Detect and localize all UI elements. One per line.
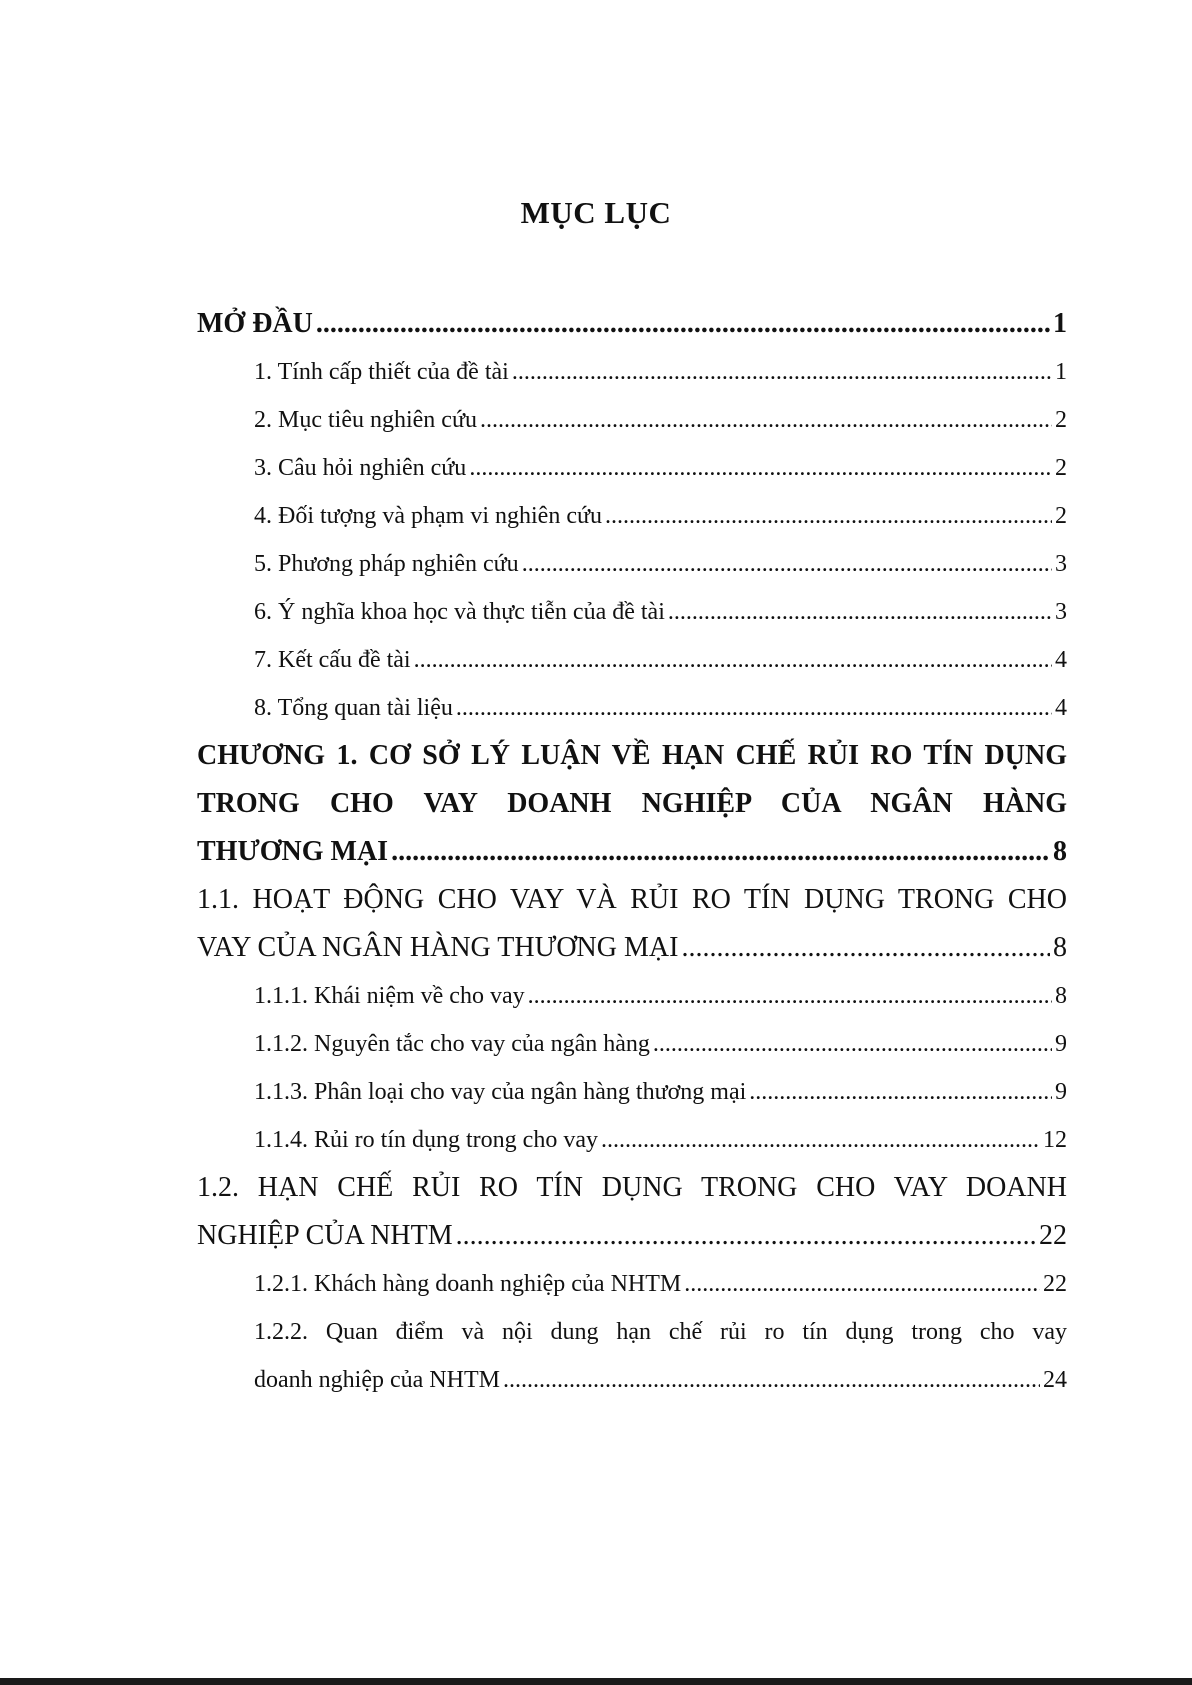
toc-page-number: 22 — [1039, 1220, 1067, 1251]
toc-page-number: 8 — [1053, 836, 1067, 867]
toc-entry[interactable] — [197, 684, 1067, 732]
toc-entry-row — [254, 444, 1067, 492]
toc-page-number: 2 — [1055, 455, 1067, 481]
toc-entry-label: 1.1.3. Phân loại cho vay của ngân hàng thương mại — [254, 1079, 747, 1105]
toc-entry[interactable] — [197, 876, 1067, 972]
toc-entry-row — [254, 972, 1067, 1020]
toc-entry-row — [254, 1068, 1067, 1116]
toc-entry-row — [254, 396, 1067, 444]
toc-entry[interactable] — [197, 300, 1067, 348]
toc-page-number: 2 — [1055, 503, 1067, 529]
toc-page-number: 2 — [1055, 407, 1067, 433]
dot-leader — [316, 300, 1050, 348]
toc-entry-label: 1. Tính cấp thiết của đề tài — [254, 359, 509, 385]
toc-entry-line: TRONG CHO VAY DOANH NGHIỆP CỦA NGÂN HÀNG — [197, 788, 1067, 819]
toc-entry-line: 1.2. HẠN CHẾ RỦI RO TÍN DỤNG TRONG CHO VAY DOANH — [197, 1172, 1067, 1203]
toc-entry-row — [197, 300, 1067, 348]
toc-entry-line: CHƯƠNG 1. CƠ SỞ LÝ LUẬN VỀ HẠN CHẾ RỦI RO TÍN DỤNG — [197, 740, 1067, 771]
toc-entry-label: 5. Phương pháp nghiên cứu — [254, 551, 519, 577]
toc-entry-label: 7. Kết cấu đề tài — [254, 647, 411, 673]
dot-leader — [668, 588, 1052, 636]
toc-page-number: 4 — [1055, 695, 1067, 721]
dot-leader — [528, 972, 1052, 1020]
toc-entry[interactable] — [197, 972, 1067, 1020]
toc-entry[interactable] — [197, 1020, 1067, 1068]
toc-entry-line: 1.2.2. Quan điểm và nội dung hạn chế rủi ro tín dụng trong cho vay — [254, 1319, 1067, 1345]
toc-page-number: 4 — [1055, 647, 1067, 673]
toc-entry-line: 1.1. HOẠT ĐỘNG CHO VAY VÀ RỦI RO TÍN DỤNG TRONG CHO — [197, 884, 1067, 915]
dot-leader — [391, 828, 1050, 876]
table-of-contents — [197, 300, 1067, 1404]
dot-leader — [480, 396, 1052, 444]
dot-leader — [512, 348, 1052, 396]
toc-entry-label: 6. Ý nghĩa khoa học và thực tiễn của đề tài — [254, 599, 665, 625]
toc-entry[interactable] — [197, 636, 1067, 684]
toc-page-number: 1 — [1053, 308, 1067, 339]
dot-leader — [522, 540, 1052, 588]
toc-entry-row — [197, 1212, 1067, 1260]
toc-entry-row — [254, 1020, 1067, 1068]
toc-entry-label: 4. Đối tượng và phạm vi nghiên cứu — [254, 503, 602, 529]
toc-page-number: 3 — [1055, 551, 1067, 577]
toc-entry-row — [254, 1356, 1067, 1404]
toc-entry-label: doanh nghiệp của NHTM — [254, 1367, 500, 1393]
toc-entry-row — [197, 828, 1067, 876]
toc-entry-label: NGHIỆP CỦA NHTM — [197, 1220, 453, 1251]
dot-leader — [681, 924, 1050, 972]
dot-leader — [601, 1116, 1040, 1164]
toc-entry-label: THƯƠNG MẠI — [197, 836, 389, 867]
toc-page-number: 8 — [1053, 932, 1067, 963]
dot-leader — [469, 444, 1052, 492]
dot-leader — [456, 684, 1052, 732]
toc-page-number: 24 — [1043, 1367, 1067, 1393]
dot-leader — [653, 1020, 1052, 1068]
toc-entry-row — [254, 348, 1067, 396]
toc-entry-row — [254, 492, 1067, 540]
toc-entry-row — [197, 924, 1067, 972]
dot-leader — [414, 636, 1052, 684]
dot-leader — [605, 492, 1052, 540]
toc-entry-row — [254, 588, 1067, 636]
dot-leader — [749, 1068, 1052, 1116]
toc-entry[interactable] — [197, 492, 1067, 540]
toc-entry[interactable] — [197, 732, 1067, 876]
toc-entry-row — [254, 540, 1067, 588]
toc-entry-label: MỞ ĐẦU — [197, 308, 313, 339]
toc-entry[interactable] — [197, 1116, 1067, 1164]
toc-entry-label: 1.1.4. Rủi ro tín dụng trong cho vay — [254, 1127, 598, 1153]
dot-leader — [684, 1260, 1040, 1308]
toc-page-number: 8 — [1055, 983, 1067, 1009]
page-bottom-rule — [0, 1678, 1192, 1685]
toc-entry[interactable] — [197, 540, 1067, 588]
toc-entry-row — [254, 684, 1067, 732]
toc-entry-row — [254, 1260, 1067, 1308]
toc-entry-label: 2. Mục tiêu nghiên cứu — [254, 407, 477, 433]
toc-page-number: 22 — [1043, 1271, 1067, 1297]
toc-entry-label: 8. Tổng quan tài liệu — [254, 695, 453, 721]
toc-entry-row — [254, 636, 1067, 684]
toc-page-number: 1 — [1055, 359, 1067, 385]
toc-entry-label: 1.1.2. Nguyên tắc cho vay của ngân hàng — [254, 1031, 650, 1057]
toc-page-number: 3 — [1055, 599, 1067, 625]
toc-entry[interactable] — [197, 348, 1067, 396]
toc-entry[interactable] — [197, 396, 1067, 444]
toc-entry[interactable] — [197, 588, 1067, 636]
toc-entry[interactable] — [197, 1068, 1067, 1116]
toc-entry[interactable] — [197, 1308, 1067, 1404]
toc-page-number: 9 — [1055, 1031, 1067, 1057]
toc-entry-label: 1.2.1. Khách hàng doanh nghiệp của NHTM — [254, 1271, 682, 1297]
toc-page-number: 12 — [1043, 1127, 1067, 1153]
toc-entry-row — [254, 1116, 1067, 1164]
dot-leader — [456, 1212, 1036, 1260]
toc-title: MỤC LỤC — [520, 195, 672, 230]
toc-entry[interactable] — [197, 1260, 1067, 1308]
toc-entry-label: 1.1.1. Khái niệm về cho vay — [254, 983, 525, 1009]
toc-entry[interactable] — [197, 1164, 1067, 1260]
toc-entry-label: 3. Câu hỏi nghiên cứu — [254, 455, 467, 481]
dot-leader — [503, 1356, 1040, 1404]
toc-page-number: 9 — [1055, 1079, 1067, 1105]
toc-entry-label: VAY CỦA NGÂN HÀNG THƯƠNG MẠI — [197, 932, 679, 963]
toc-entry[interactable] — [197, 444, 1067, 492]
